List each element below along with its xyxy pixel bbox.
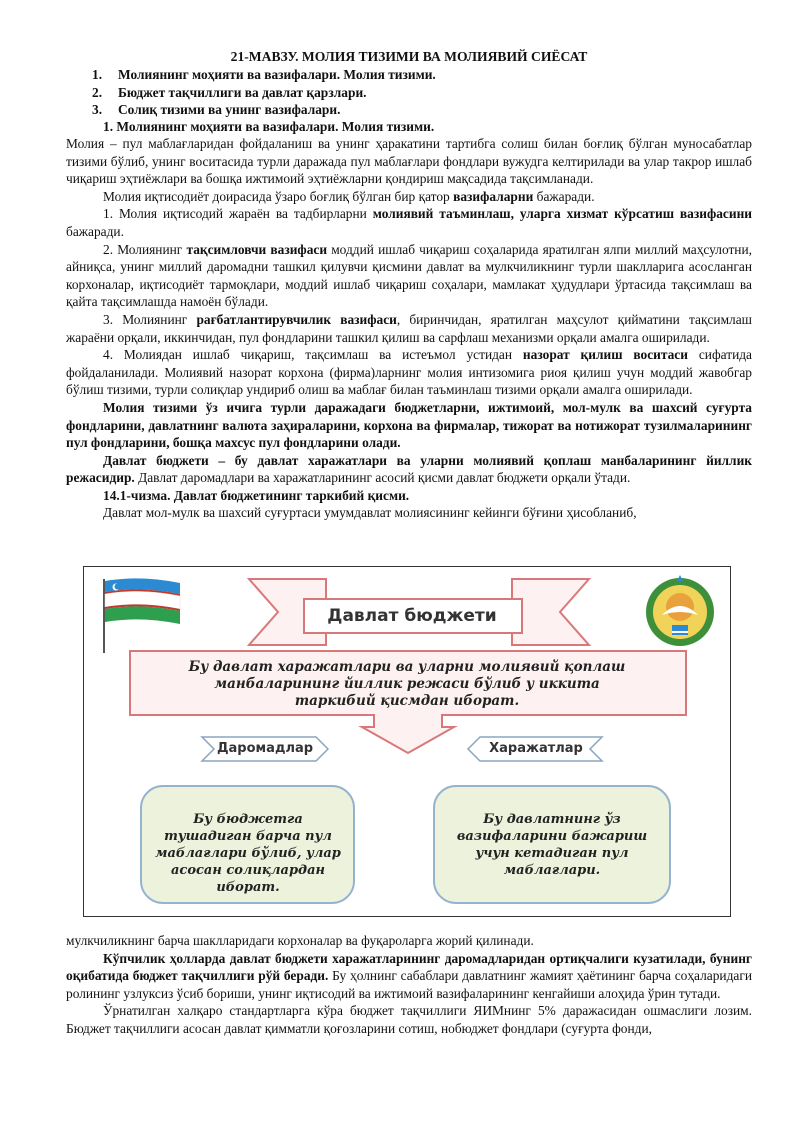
uzbekistan-emblem-icon: [646, 575, 714, 646]
definition-text: Бу давлат харажатлари ва уларни молиявий қоплаш манбаларининг йиллик режаси бўлиб у иккита таркибий қисмдан иборат.: [188, 659, 626, 709]
paragraph-insurance-end: мулкчиликнинг барча шаклларидаги корхоналар ва фуқароларга жорий қилинади.: [66, 933, 534, 948]
paragraph-budget-deficit: Кўпчилик ҳолларда давлат бюджети харажатларининг даромадларидан ортиқчалиги кузатилади, бунинг оқибатида бюджет тақчиллиги рўй беради. Бу ҳолнинг сабаблари давлатнинг жамият ҳаётининг барча соҳаларидаги ролининг узлуксиз ўсиб бориши, унинг иқтисодий ва ижтимоий вазифаларининг кенгайиши алоҳида ўрин тутади.: [66, 950, 752, 1001]
toc-number: 3.: [92, 102, 103, 117]
paragraph-financial-system: Молия тизими ўз ичига турли даражадаги бюджетларни, ижтимоий, мол-мулк ва шахсий суғурта фондларини, давлатнинг валюта заҳираларини, корхона ва фирмалар, тижорат ва нотижорат тузилмаларининг пул фондларини, бошқа махсус пул фондларини олади.: [66, 399, 752, 451]
toc-item-1: [92, 66, 436, 84]
paragraph-functions-intro: Молия иқтисодиёт доирасида ўзаро боғлиқ бўлган бир қатор вазифаларни бажаради.: [103, 188, 595, 204]
revenue-heading: Даромадлар: [216, 741, 314, 756]
uzbekistan-flag-icon: [104, 578, 180, 653]
paragraph-insurance-start: Давлат мол-мулк ва шахсий суғуртаси умумдавлат молиясининг кейинги бўғини ҳисобланиб,: [103, 505, 637, 521]
paragraph-function-3: 3. Молиянинг рағбатлантирувчилик вазифаси, биринчидан, яратилган маҳсулот қийматини тақсимлаш жараёни орқали, иккинчидан, пул фондларини ташкил қилиш ва сарфлаш механизми орқали амалга оширилади.: [66, 311, 752, 345]
paragraph-function-1: 1. Молия иқтисодий жараён ва тадбирларни молиявий таъминлаш, уларга хизмат кўрсатиш вазифасини бажаради.: [66, 206, 752, 239]
figure-caption: 14.1-чизма. Давлат бюджетининг таркибий қисми.: [103, 487, 410, 503]
paragraph-deficit-standard: Ўрнатилган халқаро стандартларга кўра бюджет тақчиллиги ЯИМнинг 5% даражасидан ошмаслиги лозим. Бюджет тақчиллиги асосан давлат қимматли қоғозларини сотиш, нобюджет фондлари (суғурта фонди,: [66, 1003, 752, 1036]
paragraph-function-2: 2. Молиянинг тақсимловчи вазифаси моддий ишлаб чиқариш соҳаларида яратилган ялпи миллий маҳсулотни, айниқса, унинг миллий даромадни ташкил қилувчи қисмини давлат ва мулкчиликнинг турли шаклларига асосланган корхоналар, иқтисодиёт тармоқлари, моддий ишлаб чиқариш соҳалари, мамлакат ҳудудлари ўртасида тақсимлаш ва қайта тақсимлашда намоён бўлади.: [66, 241, 752, 310]
paragraph-function-4: 4. Молиядан ишлаб чиқариш, тақсимлаш ва истеъмол устидан назорат қилиш воситаси сифатида фойдаланилади. Молиявий назорат корхона (фирма)ларнинг молия интизомига риоя қилиш учун моддий жавобгар бўлиш тизими, турли солиқлар ундириб олиш ва маблағ билан таъминлаш тизими орқали амалга оширилади.: [66, 347, 752, 398]
toc-item-2: [92, 84, 367, 102]
banner-title: Давлат бюджети: [327, 606, 497, 626]
toc-number: 2.: [92, 85, 103, 100]
text-block-bottom: [66, 932, 752, 1038]
paragraph-state-budget: Давлат бюджети – бу давлат харажатлари ва уларни молиявий қоплаш манбаларининг йиллик режасидир. Давлат даромадлари ва харажатларининг асосий қисми давлат бюджети орқали ўтади.: [66, 452, 752, 486]
toc-text: Молиянинг моҳияти ва вазифалари. Молия тизими.: [118, 67, 436, 82]
expense-heading: Харажатлар: [489, 741, 583, 756]
toc-number: 1.: [92, 67, 103, 82]
text-block-top: [66, 135, 752, 522]
page-title: 21-МАВЗУ. МОЛИЯ ТИЗИМИ ВА МОЛИЯВИЙ СИЁСАТ: [230, 49, 588, 64]
toc-item-3: [92, 101, 340, 119]
toc-text: Солиқ тизими ва унинг вазифалари.: [118, 102, 341, 117]
expense-text: Бу давлатнинг ўз вазифаларини бажариш учун кетадиган пул маблағлари.: [456, 812, 648, 878]
paragraph-definition: Молия – пул маблағларидан фойдаланиш ва унинг ҳаракатини тартибга солиш билан боғлиқ бўлган муносабатлар тизими бўлиб, унинг воситасида турли даражада пул маблағлари фондлари вужудга келтирилади ва улар такрор ишлаб чиқариш эҳтиёжлари ва бошқа ижтимоий эҳтиёжларни қондириш мақсадида тақсимланади.: [66, 136, 752, 187]
revenue-text: Бу бюджетга тушадиган барча пул маблағлари бўлиб, улар асосан солиқлардан иборат.: [155, 812, 341, 895]
budget-diagram: [83, 566, 731, 917]
section-heading: 1. Молиянинг моҳияти ва вазифалари. Молия тизими.: [103, 119, 435, 134]
toc-text: Бюджет тақчиллиги ва давлат қарзлари.: [118, 85, 367, 100]
